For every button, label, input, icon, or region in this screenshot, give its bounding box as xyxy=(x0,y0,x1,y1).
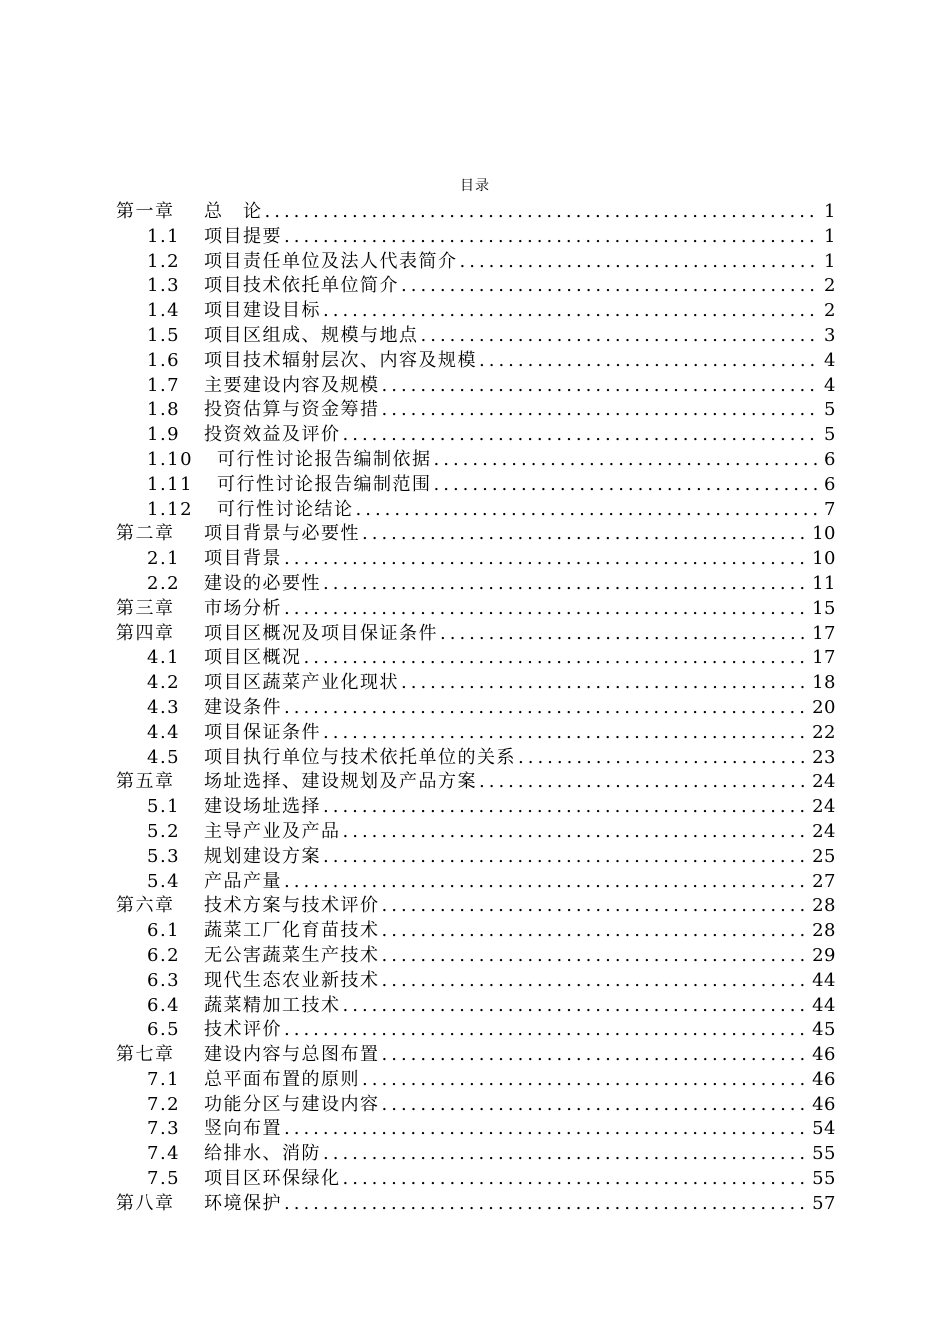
toc-entry-label: 蔬菜工厂化育苗技术 xyxy=(204,920,380,942)
toc-entry-page-number: 44 xyxy=(812,969,836,991)
toc-chapter-entry[interactable] xyxy=(116,622,836,647)
toc-section-entry[interactable] xyxy=(116,1018,836,1043)
toc-entry-number: 1.7 xyxy=(147,374,181,396)
toc-section-entry[interactable] xyxy=(116,795,836,820)
toc-dot-leader xyxy=(382,919,809,944)
toc-entry-number: 5.3 xyxy=(147,845,181,867)
toc-entry-page-number: 11 xyxy=(812,572,836,594)
toc-entry-number: 7.3 xyxy=(147,1118,181,1140)
toc-section-entry[interactable] xyxy=(116,299,836,324)
toc-entry-page-number: 24 xyxy=(812,771,836,793)
toc-section-entry[interactable] xyxy=(116,1068,836,1093)
toc-entry-page-number: 15 xyxy=(812,597,836,619)
toc-entry-label: 总平面布置的原则 xyxy=(204,1068,360,1090)
toc-dot-leader xyxy=(284,696,808,721)
toc-entry-label: 项目提要 xyxy=(204,225,282,247)
toc-dot-leader xyxy=(356,498,821,523)
toc-entry-label: 投资效益及评价 xyxy=(204,424,341,446)
toc-section-entry[interactable] xyxy=(116,845,836,870)
toc-dot-leader xyxy=(323,1142,808,1167)
toc-entry-number: 1.6 xyxy=(147,349,181,371)
toc-entry-number: 6.3 xyxy=(147,969,181,991)
toc-entry-page-number: 1 xyxy=(824,250,836,272)
toc-entry-label: 项目建设目标 xyxy=(204,300,321,322)
toc-entry-page-number: 46 xyxy=(812,1068,836,1090)
toc-entry-page-number: 2 xyxy=(824,275,836,297)
toc-entry-number: 1.2 xyxy=(147,250,181,272)
toc-entry-page-number: 22 xyxy=(812,721,836,743)
toc-entry-page-number: 46 xyxy=(812,1044,836,1066)
toc-entry-label: 项目区组成、规模与地点 xyxy=(204,324,419,346)
toc-chapter-entry[interactable] xyxy=(116,1192,836,1217)
toc-entry-number: 2.2 xyxy=(147,572,181,594)
toc-entry-page-number: 5 xyxy=(824,399,836,421)
toc-entry-label: 规划建设方案 xyxy=(204,845,321,867)
toc-section-entry[interactable] xyxy=(116,820,836,845)
toc-entry-number: 7.2 xyxy=(147,1093,181,1115)
toc-entry-label: 项目区概况及项目保证条件 xyxy=(204,622,438,644)
toc-entry-number: 4.2 xyxy=(147,672,181,694)
toc-dot-leader xyxy=(304,646,809,671)
toc-entry-page-number: 1 xyxy=(824,201,836,222)
toc-section-entry[interactable] xyxy=(116,423,836,448)
toc-entry-label: 建设条件 xyxy=(204,696,282,718)
toc-entry-page-number: 24 xyxy=(812,820,836,842)
toc-section-entry[interactable] xyxy=(116,696,836,721)
toc-entry-page-number: 4 xyxy=(824,374,836,396)
toc-entry-label: 可行性讨论报告编制依据 xyxy=(217,448,432,470)
toc-entry-page-number: 10 xyxy=(812,523,836,545)
toc-entry-page-number: 46 xyxy=(812,1093,836,1115)
toc-section-entry[interactable] xyxy=(116,547,836,572)
toc-section-entry[interactable] xyxy=(116,274,836,299)
toc-entry-page-number: 29 xyxy=(812,944,836,966)
toc-chapter-entry[interactable] xyxy=(116,894,836,919)
toc-dot-leader xyxy=(323,845,808,870)
toc-dot-leader xyxy=(362,1068,808,1093)
toc-section-entry[interactable] xyxy=(116,919,836,944)
toc-entry-page-number: 17 xyxy=(812,622,836,644)
toc-dot-leader xyxy=(421,324,821,349)
toc-entry-label: 市场分析 xyxy=(204,597,282,619)
toc-entry-number: 1.9 xyxy=(147,424,181,446)
toc-entry-page-number: 17 xyxy=(812,647,836,669)
toc-chapter-entry[interactable] xyxy=(116,522,836,547)
toc-dot-leader xyxy=(323,721,808,746)
toc-entry-number: 4.3 xyxy=(147,696,181,718)
toc-entry-label: 主导产业及产品 xyxy=(204,820,341,842)
toc-entry-page-number: 45 xyxy=(812,1019,836,1041)
toc-entry-label: 竖向布置 xyxy=(204,1118,282,1140)
toc-entry-page-number: 57 xyxy=(812,1192,836,1214)
toc-entry-page-number: 23 xyxy=(812,746,836,768)
toc-dot-leader xyxy=(284,1117,808,1142)
toc-entry-label: 建设内容与总图布置 xyxy=(204,1044,380,1066)
toc-entry-number: 2.1 xyxy=(147,548,181,570)
toc-entry-number: 5.4 xyxy=(147,870,181,892)
toc-entry-label: 主要建设内容及规模 xyxy=(204,374,380,396)
toc-entry-page-number: 2 xyxy=(824,300,836,322)
toc-section-entry[interactable] xyxy=(116,870,836,895)
toc-entry-number: 6.5 xyxy=(147,1019,181,1041)
toc-entry-label: 投资估算与资金筹措 xyxy=(204,399,380,421)
toc-entry-page-number: 27 xyxy=(812,870,836,892)
toc-section-entry[interactable] xyxy=(116,324,836,349)
toc-dot-leader xyxy=(479,349,820,374)
toc-dot-leader xyxy=(343,1167,809,1192)
toc-section-entry[interactable] xyxy=(116,969,836,994)
toc-entry-label: 项目区概况 xyxy=(204,647,302,669)
toc-entry-label: 蔬菜精加工技术 xyxy=(204,994,341,1016)
toc-entry-number: 5.2 xyxy=(147,820,181,842)
toc-entry-page-number: 7 xyxy=(824,498,836,520)
toc-dot-leader xyxy=(382,1093,809,1118)
table-of-contents xyxy=(116,200,836,1217)
toc-dot-leader xyxy=(343,820,809,845)
toc-dot-leader xyxy=(284,1018,808,1043)
toc-section-entry[interactable] xyxy=(116,250,836,275)
toc-dot-leader xyxy=(382,374,821,399)
toc-section-entry[interactable] xyxy=(116,721,836,746)
toc-section-entry[interactable] xyxy=(116,572,836,597)
toc-section-entry[interactable] xyxy=(116,498,836,523)
toc-entry-number: 1.12 xyxy=(147,498,194,520)
toc-chapter-entry[interactable] xyxy=(116,1043,836,1068)
toc-entry-number: 7.4 xyxy=(147,1143,181,1165)
toc-entry-label: 项目执行单位与技术依托单位的关系 xyxy=(204,746,516,768)
toc-entry-number: 7.5 xyxy=(147,1168,181,1190)
toc-section-entry[interactable] xyxy=(116,1093,836,1118)
toc-entry-number: 1.4 xyxy=(147,300,181,322)
toc-entry-number: 第五章 xyxy=(116,771,175,793)
toc-entry-number: 1.3 xyxy=(147,275,181,297)
toc-entry-page-number: 55 xyxy=(812,1168,836,1190)
toc-dot-leader xyxy=(479,770,808,795)
toc-entry-label: 建设的必要性 xyxy=(204,572,321,594)
toc-entry-page-number: 10 xyxy=(812,548,836,570)
toc-section-entry[interactable] xyxy=(116,994,836,1019)
toc-entry-page-number: 28 xyxy=(812,895,836,917)
toc-entry-page-number: 44 xyxy=(812,994,836,1016)
toc-dot-leader xyxy=(434,448,821,473)
toc-section-entry[interactable] xyxy=(116,374,836,399)
toc-chapter-entry[interactable] xyxy=(116,770,836,795)
toc-entry-label: 总 论 xyxy=(204,201,263,222)
toc-chapter-entry[interactable] xyxy=(116,597,836,622)
toc-entry-number: 1.8 xyxy=(147,399,181,421)
toc-entry-number: 4.1 xyxy=(147,647,181,669)
toc-section-entry[interactable] xyxy=(116,746,836,771)
toc-entry-label: 产品产量 xyxy=(204,870,282,892)
toc-entry-page-number: 4 xyxy=(824,349,836,371)
toc-entry-page-number: 54 xyxy=(812,1118,836,1140)
toc-entry-number: 第三章 xyxy=(116,597,175,619)
toc-dot-leader xyxy=(460,250,821,275)
toc-dot-leader xyxy=(518,746,808,771)
toc-dot-leader xyxy=(284,547,808,572)
toc-dot-leader xyxy=(343,994,809,1019)
toc-entry-label: 项目背景与必要性 xyxy=(204,523,360,545)
toc-entry-label: 项目保证条件 xyxy=(204,721,321,743)
toc-entry-label: 技术评价 xyxy=(204,1019,282,1041)
toc-entry-number: 第四章 xyxy=(116,622,175,644)
toc-section-entry[interactable] xyxy=(116,1167,836,1192)
toc-section-entry[interactable] xyxy=(116,398,836,423)
toc-section-entry[interactable] xyxy=(116,225,836,250)
toc-dot-leader xyxy=(323,795,808,820)
toc-entry-number: 1.1 xyxy=(147,225,181,247)
toc-entry-number: 6.4 xyxy=(147,994,181,1016)
toc-chapter-entry[interactable] xyxy=(116,200,836,225)
toc-entry-page-number: 18 xyxy=(812,672,836,694)
toc-entry-page-number: 5 xyxy=(824,424,836,446)
toc-entry-label: 项目技术依托单位简介 xyxy=(204,275,399,297)
toc-entry-label: 项目区环保绿化 xyxy=(204,1168,341,1190)
toc-entry-page-number: 6 xyxy=(824,448,836,470)
toc-entry-page-number: 20 xyxy=(812,696,836,718)
toc-entry-number: 第二章 xyxy=(116,523,175,545)
toc-dot-leader xyxy=(284,597,808,622)
toc-entry-number: 第七章 xyxy=(116,1044,175,1066)
toc-entry-label: 项目区蔬菜产业化现状 xyxy=(204,672,399,694)
toc-dot-leader xyxy=(401,671,808,696)
toc-entry-number: 4.5 xyxy=(147,746,181,768)
toc-entry-number: 7.1 xyxy=(147,1068,181,1090)
toc-entry-number: 第六章 xyxy=(116,895,175,917)
toc-dot-leader xyxy=(343,423,821,448)
toc-dot-leader xyxy=(323,572,808,597)
toc-dot-leader xyxy=(284,225,820,250)
toc-entry-number: 6.2 xyxy=(147,944,181,966)
toc-section-entry[interactable] xyxy=(116,944,836,969)
toc-dot-leader xyxy=(382,1043,809,1068)
toc-entry-label: 可行性讨论报告编制范围 xyxy=(217,473,432,495)
toc-entry-number: 第八章 xyxy=(116,1192,175,1214)
toc-entry-page-number: 55 xyxy=(812,1143,836,1165)
toc-section-entry[interactable] xyxy=(116,671,836,696)
toc-dot-leader xyxy=(382,894,809,919)
toc-entry-label: 可行性讨论结论 xyxy=(217,498,354,520)
toc-entry-label: 技术方案与技术评价 xyxy=(204,895,380,917)
toc-entry-label: 项目技术辐射层次、内容及规模 xyxy=(204,349,477,371)
toc-entry-number: 4.4 xyxy=(147,721,181,743)
toc-entry-number: 1.5 xyxy=(147,324,181,346)
toc-entry-number: 6.1 xyxy=(147,920,181,942)
toc-entry-label: 现代生态农业新技术 xyxy=(204,969,380,991)
toc-entry-page-number: 24 xyxy=(812,796,836,818)
toc-dot-leader xyxy=(434,473,821,498)
toc-section-entry[interactable] xyxy=(116,473,836,498)
toc-entry-page-number: 6 xyxy=(824,473,836,495)
toc-dot-leader xyxy=(382,969,809,994)
toc-section-entry[interactable] xyxy=(116,646,836,671)
toc-entry-label: 功能分区与建设内容 xyxy=(204,1093,380,1115)
toc-entry-label: 环境保护 xyxy=(204,1192,282,1214)
toc-section-entry[interactable] xyxy=(116,448,836,473)
toc-entry-number: 1.11 xyxy=(147,473,194,495)
toc-entry-label: 项目责任单位及法人代表简介 xyxy=(204,250,458,272)
toc-title: 目录 xyxy=(460,178,490,194)
toc-entry-label: 建设场址选择 xyxy=(204,796,321,818)
toc-dot-leader xyxy=(401,274,820,299)
toc-dot-leader xyxy=(382,944,809,969)
toc-entry-page-number: 1 xyxy=(824,225,836,247)
toc-entry-label: 无公害蔬菜生产技术 xyxy=(204,944,380,966)
toc-entry-label: 场址选择、建设规划及产品方案 xyxy=(204,771,477,793)
toc-dot-leader xyxy=(284,1192,808,1217)
toc-entry-page-number: 25 xyxy=(812,845,836,867)
toc-dot-leader xyxy=(323,299,820,324)
toc-entry-label: 给排水、消防 xyxy=(204,1143,321,1165)
toc-dot-leader xyxy=(284,870,808,895)
toc-dot-leader xyxy=(362,522,808,547)
toc-section-entry[interactable] xyxy=(116,1142,836,1167)
toc-entry-number: 1.10 xyxy=(147,448,194,470)
toc-entry-page-number: 28 xyxy=(812,920,836,942)
toc-dot-leader xyxy=(440,622,808,647)
toc-entry-label: 项目背景 xyxy=(204,548,282,570)
toc-entry-number: 第一章 xyxy=(116,201,175,222)
toc-entry-page-number: 3 xyxy=(824,324,836,346)
toc-section-entry[interactable] xyxy=(116,1117,836,1142)
toc-section-entry[interactable] xyxy=(116,349,836,374)
toc-dot-leader xyxy=(265,200,821,225)
toc-entry-number: 5.1 xyxy=(147,796,181,818)
toc-dot-leader xyxy=(382,398,821,423)
